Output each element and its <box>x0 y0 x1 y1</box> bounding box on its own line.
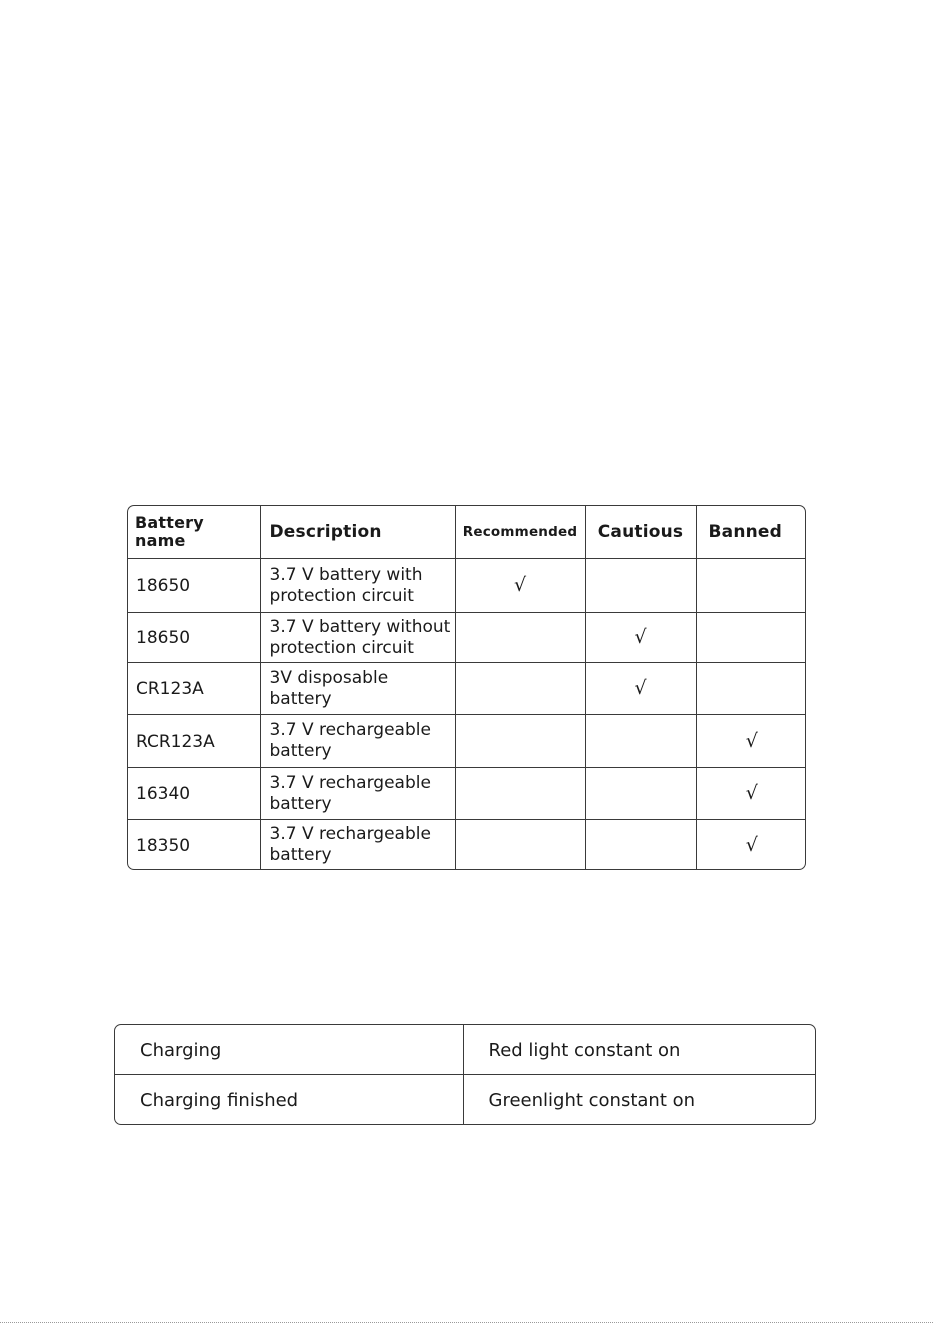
check-mark-icon: √ <box>745 782 758 804</box>
table-row <box>115 1025 816 1075</box>
header-cautious: Cautious <box>585 506 696 558</box>
cautious-cell <box>585 767 696 819</box>
check-mark-icon: √ <box>745 729 758 752</box>
banned-cell <box>696 662 806 714</box>
battery-description: 3.7 V rechargeable battery <box>260 819 455 870</box>
recommended-cell <box>455 662 585 714</box>
charging-indicator-table <box>114 1024 816 1125</box>
table-row <box>128 662 806 714</box>
check-mark-icon: √ <box>634 626 647 648</box>
indicator-light: Red light constant on <box>463 1025 816 1075</box>
table-row <box>128 767 806 819</box>
banned-cell <box>696 714 806 767</box>
battery-name: 18650 <box>128 558 260 612</box>
cautious-cell <box>585 819 696 870</box>
recommended-cell <box>455 819 585 870</box>
header-battery-name: Battery name <box>128 506 260 558</box>
charging-state: Charging finished <box>115 1075 463 1125</box>
table-row <box>115 1075 816 1125</box>
cautious-cell <box>585 662 696 714</box>
check-mark-icon: √ <box>513 574 527 596</box>
header-banned: Banned <box>696 506 806 558</box>
battery-description: 3.7 V rechargeable battery <box>260 714 455 767</box>
battery-name: CR123A <box>128 662 260 714</box>
battery-description: 3.7 V rechargeable battery <box>260 767 455 819</box>
recommended-cell <box>455 767 585 819</box>
battery-name: RCR123A <box>128 714 260 767</box>
table-header-row <box>128 506 806 558</box>
table-row <box>128 558 806 612</box>
recommended-cell <box>455 714 585 767</box>
battery-name: 18350 <box>128 819 260 870</box>
check-mark-icon: √ <box>745 833 758 856</box>
banned-cell <box>696 558 806 612</box>
battery-description: 3.7 V battery with protection circuit <box>260 558 455 612</box>
header-recommended: Recommended <box>455 506 585 558</box>
battery-compatibility-table <box>127 505 806 870</box>
page-bottom-rule <box>0 1322 933 1323</box>
cautious-cell <box>585 714 696 767</box>
recommended-cell <box>455 612 585 662</box>
check-mark-icon: √ <box>634 677 647 699</box>
banned-cell <box>696 612 806 662</box>
charging-state: Charging <box>115 1025 463 1075</box>
table-row <box>128 612 806 662</box>
cautious-cell <box>585 612 696 662</box>
table-row <box>128 819 806 870</box>
header-description: Description <box>260 506 455 558</box>
battery-description: 3V disposable battery <box>260 662 455 714</box>
banned-cell <box>696 767 806 819</box>
banned-cell <box>696 819 806 870</box>
table-row <box>128 714 806 767</box>
recommended-cell <box>455 558 585 612</box>
battery-name: 16340 <box>128 767 260 819</box>
battery-description: 3.7 V battery without protection circuit <box>260 612 455 662</box>
indicator-light: Greenlight constant on <box>488 1090 696 1111</box>
cautious-cell <box>585 558 696 612</box>
battery-name: 18650 <box>128 612 260 662</box>
